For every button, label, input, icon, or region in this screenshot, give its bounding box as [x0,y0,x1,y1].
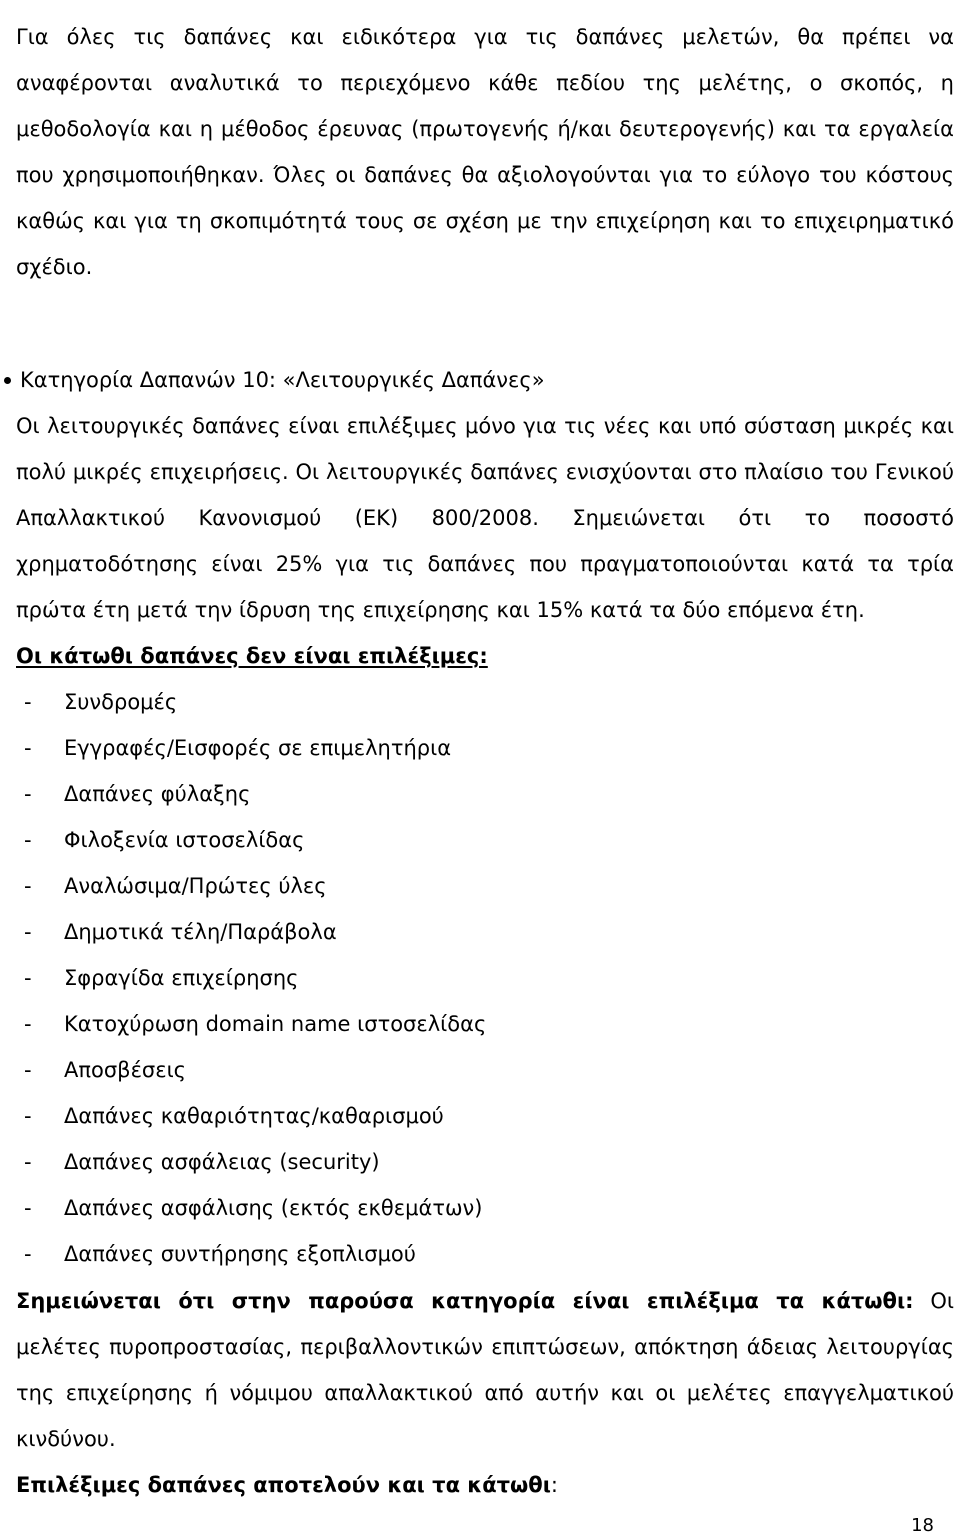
intro-paragraph: Για όλες τις δαπάνες και ειδικότερα για τις δαπάνες μελετών, θα πρέπει να αναφέρονται αναλυτικά το περιεχόμενο κάθε πεδίου της μελέτης, ο σκοπός, η μεθοδολογία και η μέθοδος έρευνας (πρωτογενής ή/και δευτερογενής) και τα εργαλεία που χρησιμοποιήθηκαν. Όλες οι δαπάνες θα αξιολογούνται για το εύλογο του κόστους καθώς και για τη σκοπιμότητά τους σε σχέση με την επιχείρηση και το επιχειρηματικό σχέδιο. [16,25,954,279]
list-item [16,1185,954,1231]
list-item [16,955,954,1001]
list-item-text: Δαπάνες φύλαξης [64,782,251,806]
list-item-text: Δαπάνες ασφάλισης (εκτός εκθεμάτων) [64,1196,483,1220]
dash-marker: - [24,828,32,852]
list-item-text: Κατοχύρωση domain name ιστοσελίδας [64,1012,487,1036]
eligible-heading-label: Επιλέξιμες δαπάνες αποτελούν και τα κάτωθι [16,1473,551,1497]
note-regular-text: Οι μελέτες πυροπροστασίας, περιβαλλοντικών επιπτώσεων, απόκτηση άδειας λειτουργίας της επιχείρησης ή νόμιμου απαλλακτικού από αυτήν και οι μελέτες επαγγελματικού κινδύνου. [16,1289,954,1451]
list-item-text: Εγγραφές/Εισφορές σε επιμελητήρια [64,736,452,760]
dash-marker: - [24,690,32,714]
list-item-text: Δαπάνες ασφάλειας (security) [64,1150,380,1174]
dash-marker: - [24,1150,32,1174]
category-description: Οι λειτουργικές δαπάνες είναι επιλέξιμες μόνο για τις νέες και υπό σύσταση μικρές και πολύ μικρές επιχειρήσεις. Οι λειτουργικές δαπάνες ενισχύονται στο πλαίσιο του Γενικού Απαλλακτικού Κανονισμού (ΕΚ) 800/2008. Σημειώνεται ότι το ποσοστό χρηματοδότησης είναι 25% για τις δαπάνες που πραγματοποιούνται κατά τα τρία πρώτα έτη μετά την ίδρυση της επιχείρησης και 15% κατά τα δύο επόμενα έτη. [16,414,954,622]
category-heading: Κατηγορία Δαπανών 10: «Λειτουργικές Δαπάνες» [10,357,948,403]
list-item [16,909,954,955]
list-item-text: Φιλοξενία ιστοσελίδας [64,828,305,852]
list-item-text: Αποσβέσεις [64,1058,187,1082]
list-item [16,1047,954,1093]
dash-marker: - [24,1242,32,1266]
excluded-heading: Οι κάτωθι δαπάνες δεν είναι επιλέξιμες: [16,644,488,668]
note-bold-text: Σημειώνεται ότι στην παρούσα κατηγορία είναι επιλέξιμα τα κάτωθι: [16,1289,914,1313]
list-item [16,679,954,725]
list-item [16,771,954,817]
note-paragraph [16,1278,954,1462]
dash-marker: - [24,782,32,806]
list-item-text: Δαπάνες συντήρησης εξοπλισμού [64,1242,416,1266]
list-item [16,1093,954,1139]
dash-marker: - [24,1012,32,1036]
list-item-text: Δαπάνες καθαριότητας/καθαρισμού [64,1104,444,1128]
list-item [16,1001,954,1047]
list-item-text: Σφραγίδα επιχείρησης [64,966,299,990]
excluded-list [16,679,954,1277]
dash-marker: - [24,1104,32,1128]
dash-marker: - [24,874,32,898]
dash-marker: - [24,920,32,944]
eligible-heading-colon: : [550,1473,558,1497]
list-item-text: Δημοτικά τέλη/Παράβολα [64,920,337,944]
dash-marker: - [24,1058,32,1082]
dash-marker: - [24,736,32,760]
list-item-text: Συνδρομές [64,690,178,714]
dash-marker: - [24,966,32,990]
dash-marker: - [24,1196,32,1220]
list-item [16,1139,954,1185]
list-item [16,1231,954,1277]
note-section [16,1278,954,1508]
category-section [16,357,954,1277]
list-item-text: Αναλώσιμα/Πρώτες ύλες [64,874,327,898]
list-item [16,725,954,771]
page-number: 18 [911,1515,934,1536]
list-item [16,863,954,909]
eligible-heading [16,1462,954,1508]
list-item [16,817,954,863]
